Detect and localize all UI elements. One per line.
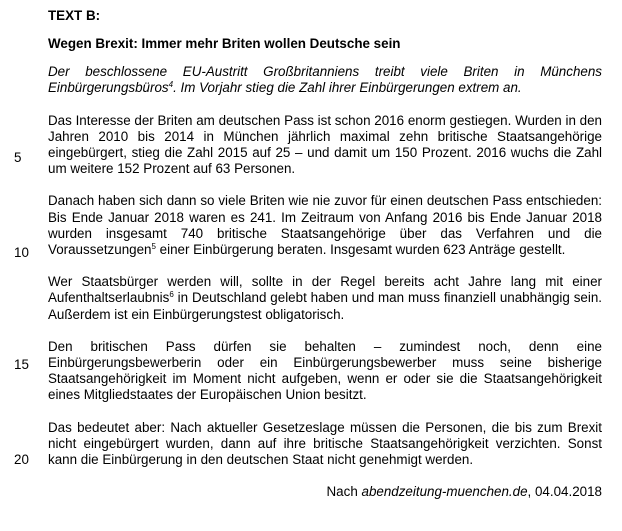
line-number-20: 20 [14,452,29,467]
footnote-marker-4: 4 [168,80,174,90]
source-citation [48,484,602,500]
article-title: Wegen Brexit: Immer mehr Briten wollen Deutsche sein [48,36,401,51]
lead-text-1: Der beschlossene EU-Austritt Großbritanniens treibt viele Briten in Münchens Einbürgerungsbüros [48,64,602,96]
lead-text-2: . Im Vorjahr stieg die Zahl ihrer Einbürgerungen extrem an. [173,80,522,96]
paragraph-2 [48,193,602,258]
footnote-marker-5: 5 [151,242,156,252]
text-label: TEXT B: [48,8,101,23]
paragraph-3 [48,274,602,323]
paragraph-2-text-1: Danach haben sich dann so viele Briten wie nie zuvor für einen deutschen Pass entschieden: Bis Ende Januar 2018 waren es 241. Im Zeitraum von Anfang 2016 bis Ende Januar 2018 wurden insgesamt 740 britische Staatsangehörige über das Verfahren und die Voraussetzungen [48,193,602,258]
paragraph-4: Den britischen Pass dürfen sie behalten – zumindest noch, denn eine Einbürgerungsbewerberin oder ein Einbürgerungsbewerber muss seine bisherige Staatsangehörigkeit im Moment nicht aufgeben, wenn er oder sie die Staatsangehörigkeit eines Mitgliedstaates der Europäischen Union besitzt. [48,338,602,403]
source-date: , 04.04.2018 [527,484,602,500]
line-number-10: 10 [14,245,29,260]
document [48,8,602,500]
source-site: abendzeitung-muenchen.de [361,484,528,500]
paragraph-1: Das Interesse der Briten am deutschen Pass ist schon 2016 enorm gestiegen. Wurden in den Jahren 2010 bis 2014 in München jährlich maximal zehn britische Staatsangehörige eingebürgert, stieg die Zahl 2015 auf 25 – und damit um 150 Prozent. 2016 wuchs die Zahl um weitere 152 Prozent auf 63 Personen. [48,112,602,177]
line-number-15: 15 [14,357,29,372]
article-lead [48,64,602,96]
paragraph-3-text-1: Wer Staatsbürger werden will, sollte in der Regel bereits acht Jahre lang mit einer Aufenthaltserlaubnis [48,274,602,306]
line-number-5: 5 [14,150,22,165]
paragraph-5: Das bedeutet aber: Nach aktueller Gesetzeslage müssen die Personen, die bis zum Brexit nicht eingebürgert wurden, dann auf ihre britische Staatsangehörigkeit verzichten. Sonst kann die Einbürgerung in den deutschen Staat nicht genehmigt werden. [48,419,602,468]
footnote-marker-6: 6 [169,290,174,300]
source-prefix: Nach [326,484,362,500]
paragraph-3-text-2: in Deutschland gelebt haben und man muss finanziell unabhängig sein. Außerdem ist ein Einbürgerungstest obligatorisch. [48,290,602,322]
paragraph-2-text-2: einer Einbürgerung beraten. Insgesamt wurden 623 Anträge gestellt. [155,242,566,258]
